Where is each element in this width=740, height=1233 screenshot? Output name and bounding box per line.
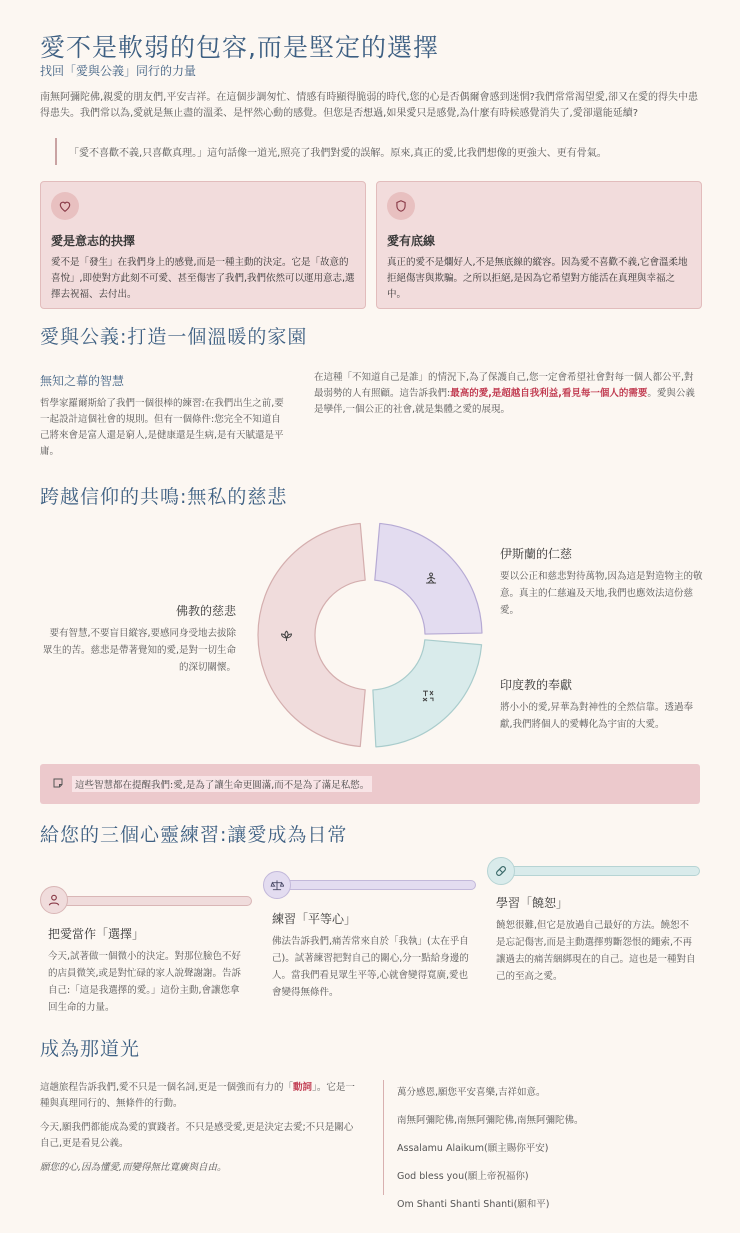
- donut-segment: [258, 523, 365, 746]
- step-3: [496, 894, 696, 985]
- blessing-line: Om Shanti Shanti Shanti(願和平): [397, 1199, 550, 1210]
- note-icon: [52, 777, 64, 792]
- faith-islam-block: [500, 545, 705, 619]
- veil-subheading: 無知之幕的智慧: [40, 374, 125, 388]
- card-title: 愛有底線: [387, 234, 436, 248]
- justice-paragraph: [314, 370, 702, 418]
- practice-heading: 給您的三個心靈練習:讓愛成為日常: [40, 824, 348, 846]
- faith-hindu-block: [500, 676, 705, 733]
- closing-paragraph-3: 願您的心,因為懂愛,而變得無比寬廣與自由。: [40, 1162, 227, 1173]
- step-title: 練習「平等心」: [272, 912, 357, 926]
- segment-body: 要有智慧,不要盲目縱容,要感同身受地去拔除眾生的苦。慈悲是帶著覺知的愛,是對一切生命的深切關懷。: [42, 628, 236, 673]
- quote-block: 「愛不喜歡不義,只喜歡真理。」這句話像一道光,照亮了我們對愛的誤解。原來,真正的愛,比我們想像的更強大、更有骨氣。: [55, 138, 655, 165]
- page-subtitle: 找回「愛與公義」同行的力量: [40, 64, 197, 78]
- person-icon: [40, 886, 68, 914]
- donut-segment: [373, 640, 482, 747]
- faith-donut-chart: [250, 515, 490, 755]
- closing-paragraph-1: [40, 1080, 360, 1112]
- segment-body: 將小小的愛,昇華為對神性的全然信靠。透過奉獻,我們將個人的愛轉化為宇宙的大愛。: [500, 702, 694, 730]
- step-2: [272, 910, 472, 1001]
- closing-text-post: 」。它是一種與真理同行的、無條件的行動。: [40, 1082, 355, 1109]
- justice-heading: 愛與公義:打造一個溫暖的家園: [40, 326, 308, 348]
- step-bar: [52, 896, 252, 906]
- justice-text-pre: 在這種「不知道自己是誰」的情況下,為了保護自己,您一定會希望社會對每一個人都公平,對最弱勢的人有照顧。這告訴我們:: [314, 372, 694, 399]
- closing-paragraph-2: 今天,願我們都能成為愛的實踐者。不只是感受愛,更是決定去愛;不只是關心自己,更是看見公義。: [40, 1122, 354, 1149]
- step-title: 學習「饒恕」: [496, 896, 569, 910]
- blessing-line: Assalamu Alaikum(願主賜你平安): [397, 1143, 549, 1154]
- segment-title: 伊斯蘭的仁慈: [500, 547, 573, 561]
- segment-title: 印度教的奉獻: [500, 678, 573, 692]
- intro-paragraph: 南無阿彌陀佛,親愛的朋友們,平安吉祥。在這個步調匆忙、情感有時顯得脆弱的時代,您的心是否偶爾會感到迷惘?我們常常渴望愛,卻又在愛的得失中患得患失。我們常以為,愛就是無止盡的溫柔、是怦然心動的感覺。但您是否想過,如果愛只是感覺,為什麼有時候感覺消失了,愛卻還能延續?: [40, 92, 699, 119]
- closing-heading: 成為那道光: [40, 1038, 141, 1060]
- faith-callout: [40, 764, 700, 804]
- justice-highlight: 最高的愛,是超越自我利益,看見每一個人的需要: [450, 388, 648, 399]
- card-title: 愛是意志的抉擇: [51, 234, 136, 248]
- heart-icon: [51, 192, 79, 220]
- step-bar: [276, 880, 476, 890]
- card-love-boundary: [376, 181, 702, 309]
- card-body: 真正的愛不是爛好人,不是無底線的縱容。因為愛不喜歡不義,它會溫柔地拒絕傷害與欺騙。之所以拒絕,是因為它希望對方能活在真理與幸福之中。: [387, 257, 688, 300]
- blessing-line: 南無阿彌陀佛,南無阿彌陀佛,南無阿彌陀佛。: [397, 1115, 584, 1126]
- blessings-list: [397, 1084, 697, 1224]
- segment-title: 佛教的慈悲: [175, 604, 236, 618]
- step-body: 饒恕很難,但它是放過自己最好的方法。饒恕不是忘記傷害,而是主動選擇剪斷怨恨的繩索,不再讓過去的痛苦綑綁現在的自己。這也是一種對自己的至高之愛。: [496, 920, 696, 982]
- step-bar: [500, 866, 700, 876]
- step-body: 今天,試著做一個微小的決定。對那位臉色不好的店員微笑,或是對忙碌的家人說聲謝謝。告訴自己:「這是我選擇的愛。」這份主動,會讓您拿回生命的力量。: [48, 951, 242, 1013]
- closing-text-pre: 這趟旅程告訴我們,愛不只是一個名詞,更是一個強而有力的「: [40, 1082, 294, 1093]
- faith-heading: 跨越信仰的共鳴:無私的慈悲: [40, 486, 288, 508]
- blessing-line: 萬分感恩,願您平安喜樂,吉祥如意。: [397, 1087, 546, 1098]
- callout-text: 這些智慧都在提醒我們:愛,是為了讓生命更圓滿,而不是為了滿足私慾。: [72, 776, 372, 792]
- step-1: [48, 925, 248, 1016]
- step-title: 把愛當作「選擇」: [48, 927, 145, 941]
- blessing-line: God bless you(願上帝祝福你): [397, 1171, 529, 1182]
- card-love-will: [40, 181, 366, 309]
- page-title: 愛不是軟弱的包容,而是堅定的選擇: [40, 33, 439, 62]
- justice-text-post: 。愛與公義是孿伴,一個公正的社會,就是集體之愛的展現。: [314, 388, 695, 415]
- scale-icon: [263, 871, 291, 899]
- shield-icon: [387, 192, 415, 220]
- veil-paragraph: 哲學家羅爾斯給了我們一個很棒的練習:在我們出生之前,要一起設計這個社會的規則。但有一個條件:您完全不知道自己將來會是富人還是窮人,是健康還是生病,是有天賦還是平庸。: [40, 398, 284, 457]
- divider: [383, 1080, 384, 1195]
- faith-buddhist-block: [40, 602, 236, 676]
- card-body: 愛不是「發生」在我們身上的感覺,而是一種主動的決定。它是「故意的喜悅」,即使對方此刻不可愛、甚至傷害了我們,我們依然可以運用意志,選擇去祝福、去付出。: [51, 257, 355, 300]
- segment-body: 要以公正和慈悲對待萬物,因為這是對造物主的敬意。真主的仁慈遍及天地,我們也應效法這份慈愛。: [500, 571, 703, 616]
- step-body: 佛法告訴我們,痛苦常來自於「我執」(太在乎自己)。試著練習把對自己的關心,分一點給身邊的人。當我們看見眾生平等,心就會變得寬廣,愛也會變得無條件。: [272, 936, 469, 998]
- closing-highlight: 動詞: [293, 1082, 313, 1093]
- pill-icon: [487, 857, 515, 885]
